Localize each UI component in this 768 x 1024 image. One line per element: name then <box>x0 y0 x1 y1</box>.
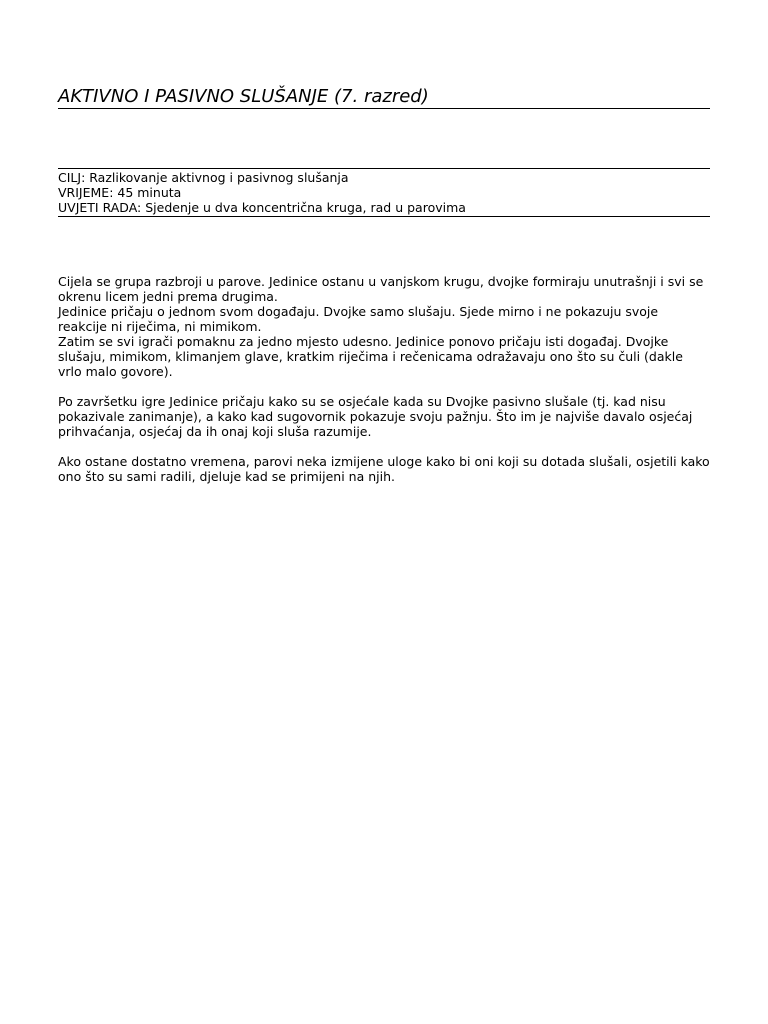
document-title: AKTIVNO I PASIVNO SLUŠANJE (7. razred) <box>58 86 710 109</box>
document-body <box>58 274 710 499</box>
lesson-duration: VRIJEME: 45 minuta <box>58 185 182 200</box>
paragraph-line: Jedinice pričaju o jednom svom događaju. Dvojke samo slušaju. Sjede mirno i ne pokazuju svoje reakcije ni riječima, ni mimikom. <box>58 304 659 334</box>
paragraph-line: Zatim se svi igrači pomaknu za jedno mjesto udesno. Jedinice ponovo pričaju isti događaj. Dvojke slušaju, mimikom, klimanjem glave, kratkim riječima i rečenicama odražavaju ono što su čuli (dakle vrlo malo govore). <box>58 334 683 379</box>
lesson-goal: CILJ: Razlikovanje aktivnog i pasivnog slušanja <box>58 170 349 185</box>
paragraph-line: Cijela se grupa razbroji u parove. Jedinice ostanu u vanjskom krugu, dvojke formiraju unutrašnji i svi se okrenu licem jedni prema drugima. <box>58 274 704 304</box>
paragraph-instructions <box>58 274 710 379</box>
paragraph-discussion <box>58 394 710 439</box>
lesson-conditions: UVJETI RADA: Sjedenje u dva koncentrična kruga, rad u parovima <box>58 200 466 215</box>
lesson-info-block <box>58 168 710 217</box>
paragraph-line: Ako ostane dostatno vremena, parovi neka izmijene uloge kako bi oni koji su dotada slušali, osjetili kako ono što su sami radili, djeluje kad se primijeni na njih. <box>58 454 710 484</box>
paragraph-role-swap <box>58 454 710 484</box>
paragraph-line: Po završetku igre Jedinice pričaju kako su se osjećale kada su Dvojke pasivno slušale (tj. kad nisu pokazivale zanimanje), a kako kad sugovornik pokazuje svoju pažnju. Što im je najviše davalo osjećaj prihvaćanja, osjećaj da ih onaj koji sluša razumije. <box>58 394 693 439</box>
